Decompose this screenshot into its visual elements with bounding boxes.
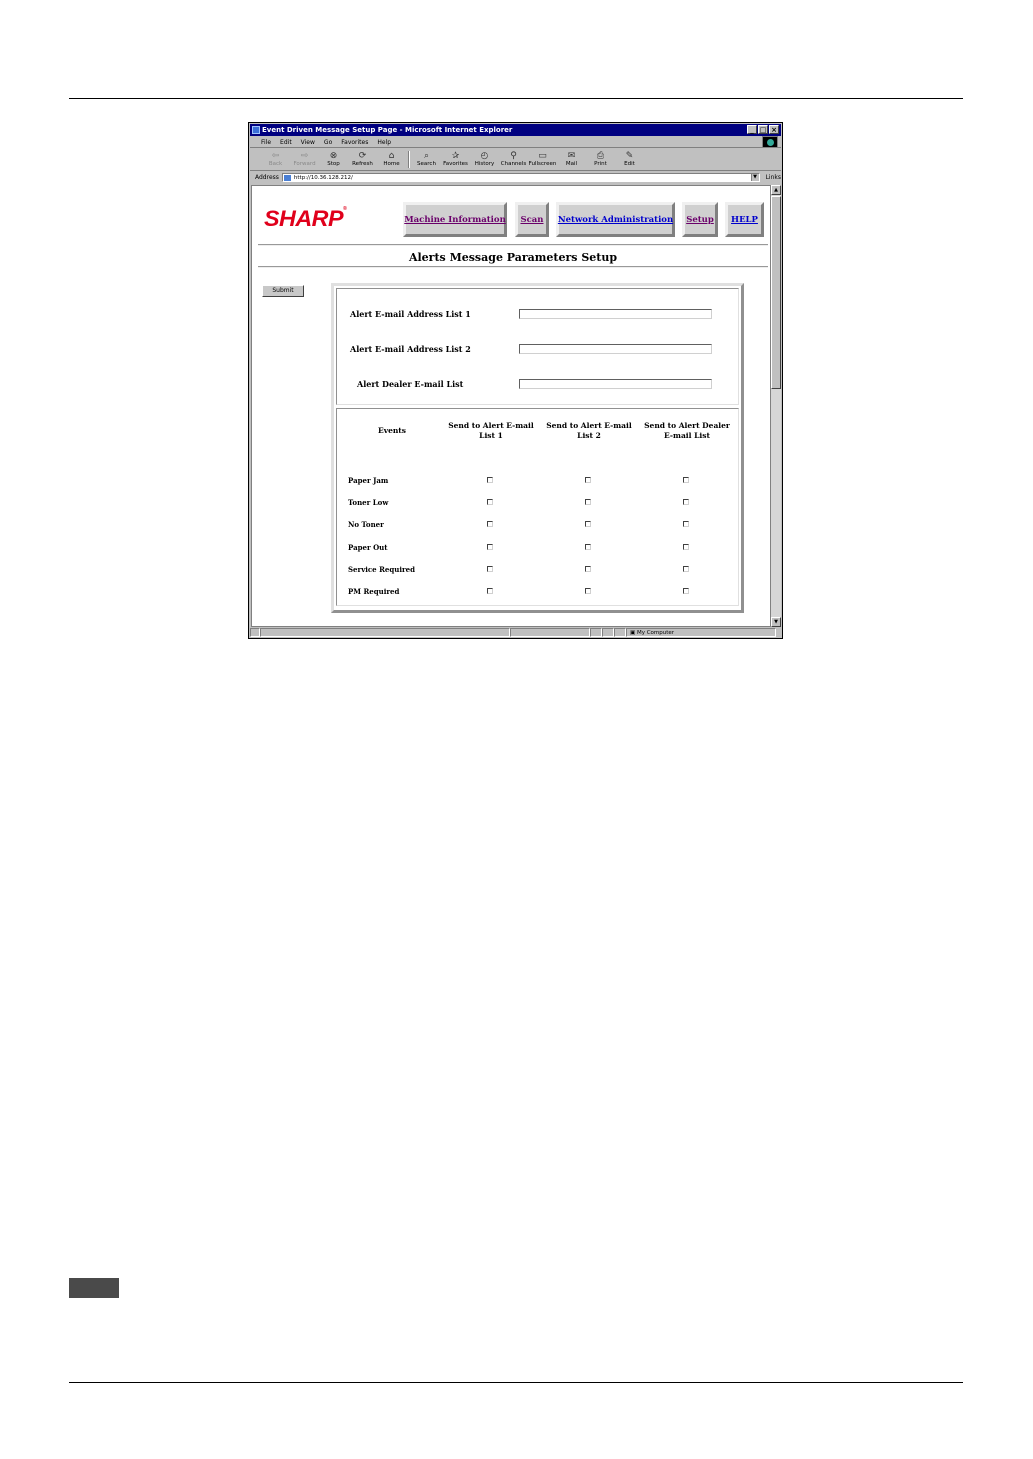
nav-setup[interactable]: Setup <box>682 202 718 237</box>
address-url: http://10.36.128.212/ <box>293 175 353 181</box>
event-label: No Toner <box>348 520 384 529</box>
home-button[interactable]: ⌂ Home <box>377 149 406 170</box>
address-input[interactable] <box>282 173 760 182</box>
throbber-icon <box>762 136 778 148</box>
pm-required-list-2-checkbox[interactable] <box>585 588 591 594</box>
submit-button[interactable]: Submit <box>262 285 304 297</box>
menu-favorites[interactable]: Favorites <box>341 139 369 146</box>
status-cell <box>590 628 602 637</box>
pm-required-dealer-checkbox[interactable] <box>683 588 689 594</box>
paper-out-dealer-checkbox[interactable] <box>683 544 689 550</box>
nav-help[interactable]: HELP <box>725 202 764 237</box>
vertical-scrollbar[interactable] <box>771 185 781 627</box>
service-required-list-2-checkbox[interactable] <box>585 566 591 572</box>
no-toner-dealer-checkbox[interactable] <box>683 521 689 527</box>
nav-network-administration[interactable]: Network Administration <box>556 202 675 237</box>
search-button[interactable]: ⌕ Search <box>412 149 441 170</box>
status-progress <box>510 628 590 637</box>
scroll-down-icon[interactable]: ▼ <box>771 617 781 627</box>
favorites-button[interactable]: ✰ Favorites <box>441 149 470 170</box>
scroll-thumb[interactable] <box>771 196 781 389</box>
dealer-header: Send to Alert Dealer E-mail List <box>644 421 730 440</box>
address-fields-panel <box>336 288 739 405</box>
address-label: Address <box>255 174 279 181</box>
forward-arrow-icon: ⇨ <box>300 151 309 161</box>
mail-button[interactable]: ✉ Mail <box>557 149 586 170</box>
history-icon: ◴ <box>480 151 489 161</box>
divider <box>258 266 768 268</box>
list-1-header: Send to Alert E-mail List 1 <box>448 421 534 440</box>
events-header: Events <box>378 426 406 435</box>
toolbar-separator <box>408 151 410 168</box>
toner-low-dealer-checkbox[interactable] <box>683 499 689 505</box>
home-icon: ⌂ <box>388 151 395 161</box>
channels-button[interactable]: ⚲ Channels <box>500 151 527 167</box>
paper-jam-list-1-checkbox[interactable] <box>487 477 493 483</box>
alert-list-2-label: Alert E-mail Address List 2 <box>350 344 471 354</box>
no-toner-list-2-checkbox[interactable] <box>585 521 591 527</box>
close-button[interactable]: × <box>769 125 779 134</box>
favorites-icon: ✰ <box>451 151 460 161</box>
menu-go[interactable]: Go <box>323 139 333 146</box>
status-cell <box>614 628 626 637</box>
minimize-button[interactable]: _ <box>747 125 757 134</box>
status-page-icon <box>250 628 260 637</box>
service-required-dealer-checkbox[interactable] <box>683 566 689 572</box>
fullscreen-button[interactable]: ▭ Fullscreen <box>528 151 557 167</box>
service-required-list-1-checkbox[interactable] <box>487 566 493 572</box>
status-zone: ▣ My Computer <box>626 628 776 637</box>
event-label: PM Required <box>348 587 400 596</box>
refresh-button[interactable]: ⟳ Refresh <box>348 149 377 170</box>
sharp-logo: SHARP® <box>264 206 347 231</box>
events-table <box>336 408 739 606</box>
chevron-down-icon[interactable]: ▼ <box>751 174 759 181</box>
menu-file[interactable]: File <box>261 139 272 146</box>
nav-machine-information[interactable]: Machine Information <box>403 202 507 237</box>
status-cell <box>602 628 614 637</box>
paper-jam-dealer-checkbox[interactable] <box>683 477 689 483</box>
status-bar <box>250 628 781 638</box>
toner-low-list-1-checkbox[interactable] <box>487 499 493 505</box>
edit-icon: ✎ <box>625 151 634 161</box>
edit-button[interactable]: ✎ Edit <box>615 149 644 170</box>
dealer-list-input[interactable] <box>519 379 712 389</box>
event-label: Paper Out <box>348 543 388 552</box>
dealer-list-label: Alert Dealer E-mail List <box>357 379 464 389</box>
toolbar <box>250 149 781 171</box>
forward-button[interactable]: ⇨ Forward <box>290 149 319 170</box>
alert-list-1-label: Alert E-mail Address List 1 <box>350 309 471 319</box>
event-label: Paper Jam <box>348 476 389 485</box>
nav-scan[interactable]: Scan <box>515 202 549 237</box>
divider <box>258 244 768 246</box>
menu-edit[interactable]: Edit <box>280 139 292 146</box>
page-viewport <box>251 185 771 627</box>
channels-icon: ⚲ <box>510 151 517 161</box>
no-toner-list-1-checkbox[interactable] <box>487 521 493 527</box>
status-text <box>260 628 510 637</box>
menu-view[interactable]: View <box>300 139 315 146</box>
window-title: Event Driven Message Setup Page - Microsoft Internet Explorer <box>262 126 513 134</box>
print-button[interactable]: ⎙ Print <box>586 149 615 170</box>
scroll-up-icon[interactable]: ▲ <box>771 185 781 195</box>
stop-icon: ⊗ <box>329 151 338 161</box>
list-2-header: Send to Alert E-mail List 2 <box>546 421 632 440</box>
browser-screenshot <box>248 122 783 639</box>
page-title: Alerts Message Parameters Setup <box>408 251 618 264</box>
refresh-icon: ⟳ <box>358 151 367 161</box>
menu-help[interactable]: Help <box>377 139 392 146</box>
toner-low-list-2-checkbox[interactable] <box>585 499 591 505</box>
print-icon: ⎙ <box>596 151 605 161</box>
computer-icon: ▣ <box>630 630 637 636</box>
pm-required-list-1-checkbox[interactable] <box>487 588 493 594</box>
title-bar <box>250 124 781 136</box>
internet-explorer-icon <box>252 126 260 134</box>
footer-rule <box>69 1382 963 1383</box>
mail-icon: ✉ <box>567 151 576 161</box>
menu-bar <box>250 137 781 148</box>
stop-button[interactable]: ⊗ Stop <box>319 149 348 170</box>
back-button[interactable]: ⇦ Back <box>261 149 290 170</box>
event-label: Toner Low <box>348 498 389 507</box>
header-rule <box>69 98 963 99</box>
alert-list-2-input[interactable] <box>519 344 712 354</box>
address-bar <box>250 172 781 183</box>
page-icon <box>284 175 291 181</box>
event-label: Service Required <box>348 565 416 574</box>
history-button[interactable]: ◴ History <box>470 149 499 170</box>
fullscreen-icon: ▭ <box>538 151 547 161</box>
alert-list-1-input[interactable] <box>519 309 712 319</box>
maximize-button[interactable]: □ <box>759 126 767 134</box>
paper-out-list-2-checkbox[interactable] <box>585 544 591 550</box>
settings-form <box>331 283 744 613</box>
search-icon: ⌕ <box>423 151 430 161</box>
paper-jam-list-2-checkbox[interactable] <box>585 477 591 483</box>
links-button[interactable]: Links <box>765 174 781 181</box>
back-arrow-icon: ⇦ <box>271 151 280 161</box>
page-tab-marker <box>69 1278 119 1298</box>
paper-out-list-1-checkbox[interactable] <box>487 544 493 550</box>
